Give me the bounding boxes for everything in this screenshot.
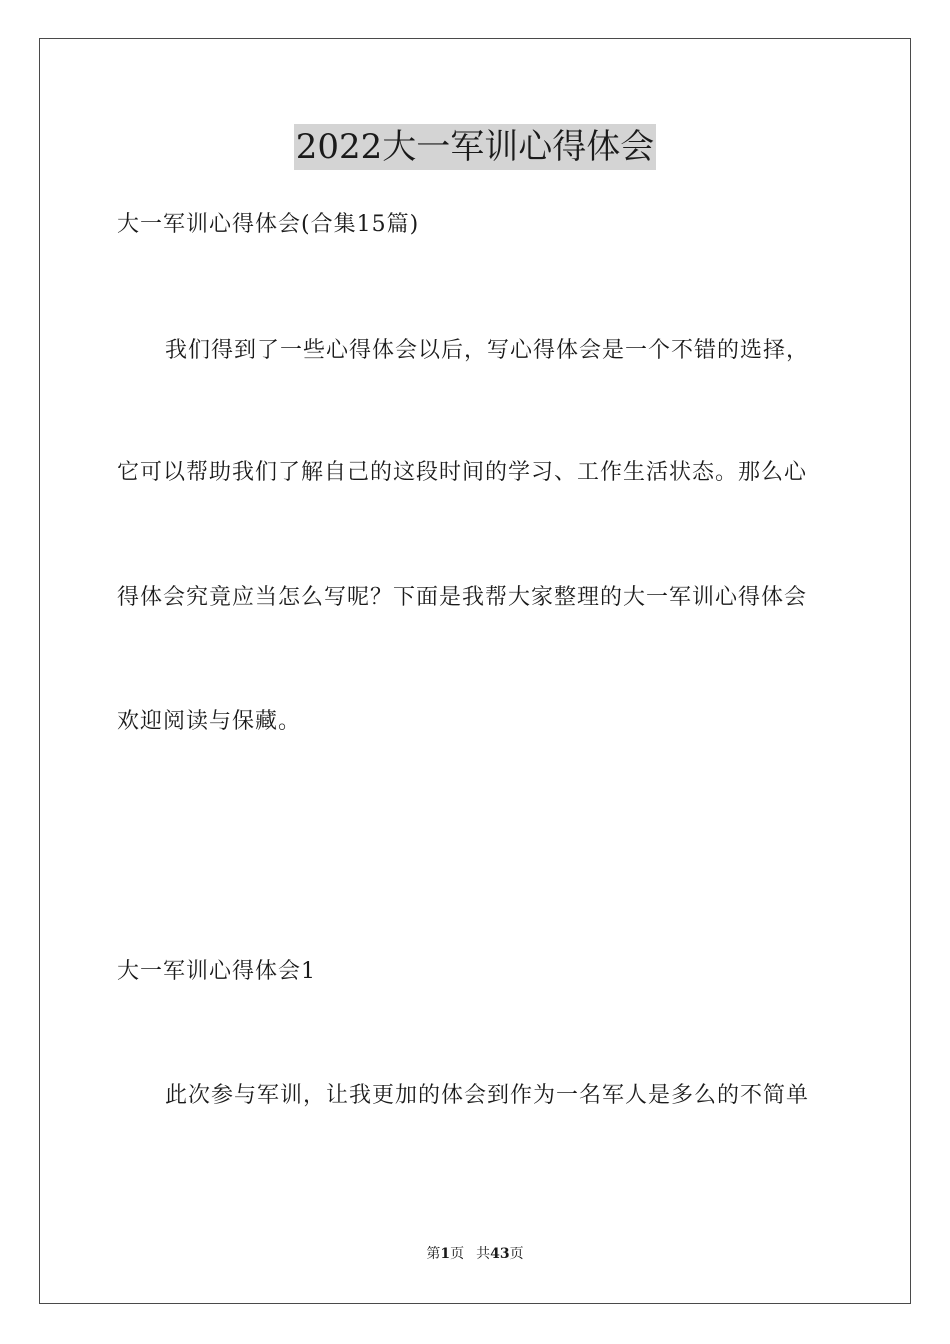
intro-line-2: 它可以帮助我们了解自己的这段时间的学习、工作生活状态。那么心: [117, 460, 808, 485]
intro-line-3: 得体会究竟应当怎么写呢？下面是我帮大家整理的大一军训心得体会: [117, 585, 808, 610]
footer-total-pages: 43: [490, 1246, 510, 1262]
footer-page-prefix: 第: [426, 1246, 441, 1262]
document-subtitle: 大一军训心得体会(合集15篇): [117, 212, 420, 237]
section-heading: 大一军训心得体会1: [117, 959, 316, 984]
footer-total-suffix: 页: [509, 1246, 524, 1262]
footer-total-prefix: 共: [476, 1246, 491, 1262]
footer-page-suffix: 页: [450, 1246, 465, 1262]
document-title: 2022大一军训心得体会: [294, 124, 657, 170]
footer-page-number: 1: [440, 1246, 451, 1262]
title-container: [0, 124, 950, 170]
page-footer: [0, 1244, 950, 1264]
section-paragraph-line-1: 此次参与军训，让我更加的体会到作为一名军人是多么的不简单: [165, 1083, 810, 1108]
intro-line-1: 我们得到了一些心得体会以后，写心得体会是一个不错的选择，: [165, 338, 810, 363]
intro-line-4: 欢迎阅读与保藏。: [117, 709, 302, 734]
